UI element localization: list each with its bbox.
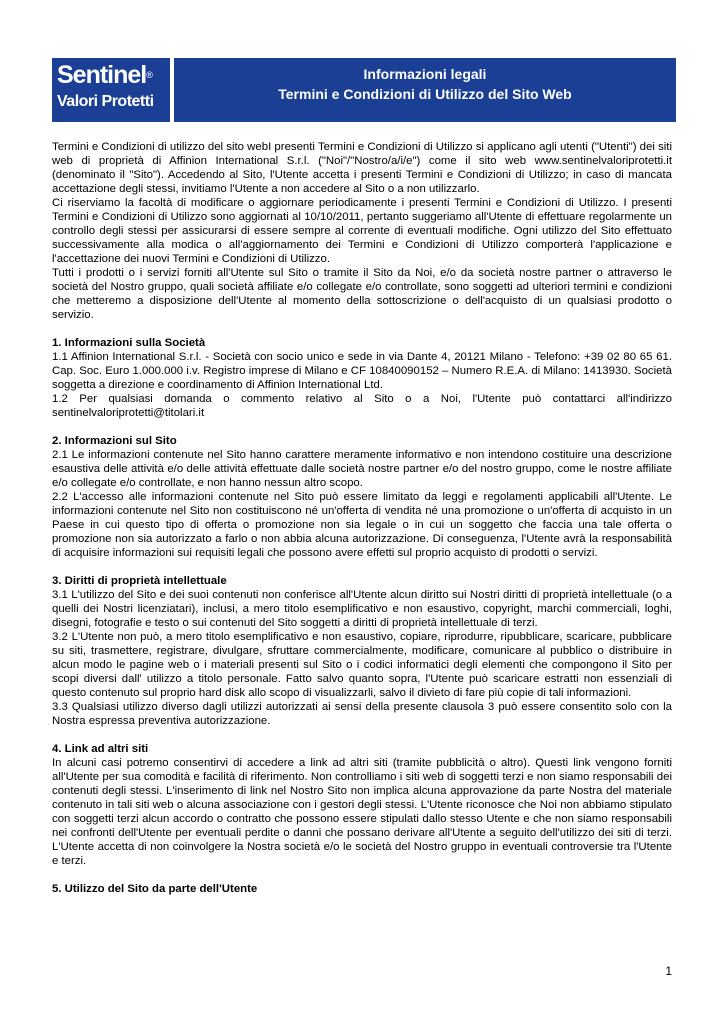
- section-heading: 5. Utilizzo del Sito da parte dell'Utente: [52, 883, 258, 895]
- section-heading: 2. Informazioni sul Sito: [52, 435, 177, 447]
- document-body: [52, 140, 672, 896]
- section-paragraph: 1.2 Per qualsiasi domanda o commento relativo al Sito o a Noi, l'Utente può contattarci all'indirizzo sentinelvaloriprotetti@titolari.it: [52, 393, 672, 419]
- document-title: Informazioni legali: [363, 66, 487, 82]
- section-paragraph: 3.3 Qualsiasi utilizzo diverso dagli utilizzi autorizzati ai sensi della presente clausola 3 può essere consentito solo con la Nostra espressa preventiva autorizzazione.: [52, 701, 672, 727]
- intro-paragraph: Termini e Condizioni di utilizzo del sito webI presenti Termini e Condizioni di Utilizzo si applicano agli utenti ("Utenti") dei siti web di proprietà di Affinion International S.r.l. ("Noi"/"Nostro/a/i/e") come il sito web www.sentinelvaloriprotetti.it (denominato il "Sito"). Accedendo al Sito, l'Utente accetta i presenti Termini e Condizioni di Utilizzo; in caso di mancata accettazione degli stessi, invitiamo l'Utente a non accedere al Sito o a non utilizzarlo.: [52, 141, 672, 195]
- document-subtitle: Termini e Condizioni di Utilizzo del Sito Web: [278, 86, 572, 102]
- page-number: 1: [665, 964, 672, 978]
- title-banner: [174, 58, 676, 122]
- logo-wordmark: [57, 61, 153, 89]
- section-paragraph: 2.1 Le informazioni contenute nel Sito hanno carattere meramente informativo e non intendono costituire una descrizione esaustiva delle attività e/o delle attività effettuate dalle società nostre partner e/o del nostro gruppo, come le nostre affiliate e/o collegate e/o controllate, e non hanno nessun altro scopo.: [52, 449, 672, 489]
- intro-paragraph: Ci riserviamo la facoltà di modificare o aggiornare periodicamente i presenti Termini e Condizioni di Utilizzo. I presenti Termini e Condizioni di Utilizzo sono aggiornati al 10/10/2011, pertanto suggeriamo all'Utente di effettuare regolarmente un controllo degli stessi per assicurarsi di essere sempre al corrente di eventuali modifiche. Ogni utilizzo del Sito effettuato successivamente alla modica o all'aggiornamento dei Termini e Condizioni di Utilizzo comporterà l'applicazione e l'accettazione dei nuovi Termini e Condizioni di Utilizzo.: [52, 197, 672, 265]
- section-paragraph: 2.2 L'accesso alle informazioni contenute nel Sito può essere limitato da leggi e regolamenti applicabili all'Utente. Le informazioni contenute nel Sito non costituiscono né un'offerta di vendita né una promozione o un'offerta di acquisto in un Paese in cui questo tipo di offerta o promozione non sia legale o in cui un soggetto che faccia una tale offerta o promozione non sia autorizzato a farlo o non abbia alcuna autorizzazione. Di conseguenza, l'Utente avrà la responsabilità di acquisire informazioni sui requisiti legali che possono avere effetti sul proprio acquisto di prodotti o servizi.: [52, 491, 672, 559]
- section-paragraph: 1.1 Affinion International S.r.l. - Società con socio unico e sede in via Dante 4, 20121 Milano - Telefono: +39 02 80 65 61. Cap. Soc. Euro 1.000.000 i.v. Registro imprese di Milano e CF 10840090152 – Numero R.E.A. di Milano: 1413930. Società soggetta a direzione e coordinamento di Affinion International Ltd.: [52, 351, 672, 391]
- section-heading: 1. Informazioni sulla Società: [52, 337, 206, 349]
- logo-line1: Sentinel: [57, 61, 147, 89]
- section-paragraph: In alcuni casi potremo consentirvi di accedere a link ad altri siti (tramite pubblicità o altro). Questi link vengono forniti all'Utente per sua comodità e facilità di riferimento. Non controlliamo i siti web di soggetti terzi e non siamo responsabili dei contenuti degli stessi. L'inserimento di link nel Nostro Sito non implica alcuna approvazione da parte Nostra del materiale contenuto in tali siti web o alcuna associazione con i gestori degli stessi. L'Utente riconosce che Noi non abbiamo stipulato con soggetti terzi alcun accordo o contratto che possono essere stipulati dallo stesso Utente e che non siamo responsabili nei confronti dell'Utente per eventuali perdite o danni che possano derivare all'Utente a seguito dell'utilizzo dei siti di terzi. L'Utente accetta di non coinvolgere la Nostra società e/o le società del Nostro gruppo in eventuali controversie tra l'Utente e terzi.: [52, 757, 672, 867]
- page-header: [52, 58, 676, 122]
- intro-paragraph: Tutti i prodotti o i servizi forniti all'Utente sul Sito o tramite il Sito da Noi, e/o da società nostre partner o attraverso le società del Nostro gruppo, quali società affiliate e/o collegate e/o controllate, sono soggetti ad ulteriori termini e condizioni che metteremo a disposizione dell'Utente al momento della sottoscrizione o dell'acquisto di un qualsiasi prodotto o servizio.: [52, 267, 672, 321]
- section-paragraph: 3.1 L'utilizzo del Sito e dei suoi contenuti non conferisce all'Utente alcun diritto sui Nostri diritti di proprietà intellettuale (o a quelli dei Nostri licenziatari), inclusi, a mero titolo esemplificativo e non esaustivo, copyright, marchi commerciali, loghi, disegni, fotografie e testo o sui contenuti del Sito soggetti a diritti di proprietà intellettuale di terzi.: [52, 589, 672, 629]
- registered-mark: ®: [146, 70, 153, 80]
- section-heading: 4. Link ad altri siti: [52, 743, 149, 755]
- section-heading: 3. Diritti di proprietà intellettuale: [52, 575, 227, 587]
- section-paragraph: 3.2 L'Utente non può, a mero titolo esemplificativo e non esaustivo, copiare, riprodurre, ripubblicare, scaricare, pubblicare su siti, trasmettere, registrare, divulgare, sfruttare commercialmente, modificare, comunicare al pubblico o distribuire in alcun modo le pagine web o i materiali presenti sul Sito o i codici informatici degli elementi che compongono il Sito per scopi diversi dall' utilizzo a titolo personale. Fatto salvo quanto sopra, l'Utente può scaricare estratti non essenziali di questo contenuto sul proprio hard disk allo scopo di visualizzarli, salvo il divieto di fare più copie di tali informazioni.: [52, 631, 672, 699]
- logo-tagline: Valori Protetti: [57, 93, 154, 110]
- sentinel-logo: [52, 58, 170, 122]
